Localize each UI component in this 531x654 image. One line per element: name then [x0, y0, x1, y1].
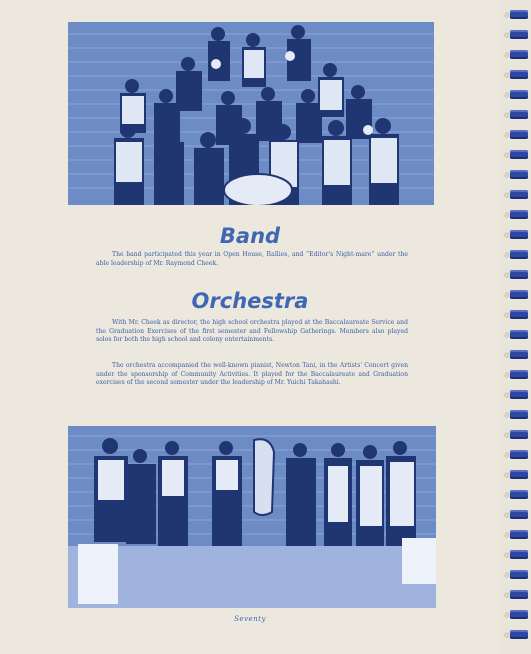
- orchestra-paragraph-2: The orchestra accompanied the well-known pianist, Newton Tani, in the Artists' Concert given under the sponsorship of Community Activities. It played for the Baccalaureate and Graduation exercises of the second semester under the leadership of Mr. Yuichi Takahashi.: [96, 362, 408, 387]
- band-photo-image: [68, 22, 434, 205]
- band-photo: [68, 22, 434, 205]
- orchestra-photo-image: [68, 426, 436, 608]
- orchestra-photo: [68, 426, 436, 608]
- orchestra-heading: Orchestra: [191, 289, 309, 313]
- band-heading: Band: [219, 224, 281, 248]
- orchestra-paragraph-1: With Mr. Cheek as director, the high school orchestra played at the Baccalaureate Service and the Graduation Exercises of the first semester and Fellowship Gatherings. Members also played solos for both the high school and colony entertainments.: [96, 319, 408, 344]
- spiral-binding: [500, 0, 531, 654]
- band-description: The band participated this year in Open House, Rallies, and “Editor's Night-mare” under the able leadership of Mr. Raymond Cheek.: [96, 251, 408, 267]
- page-number: Seventy: [234, 615, 266, 623]
